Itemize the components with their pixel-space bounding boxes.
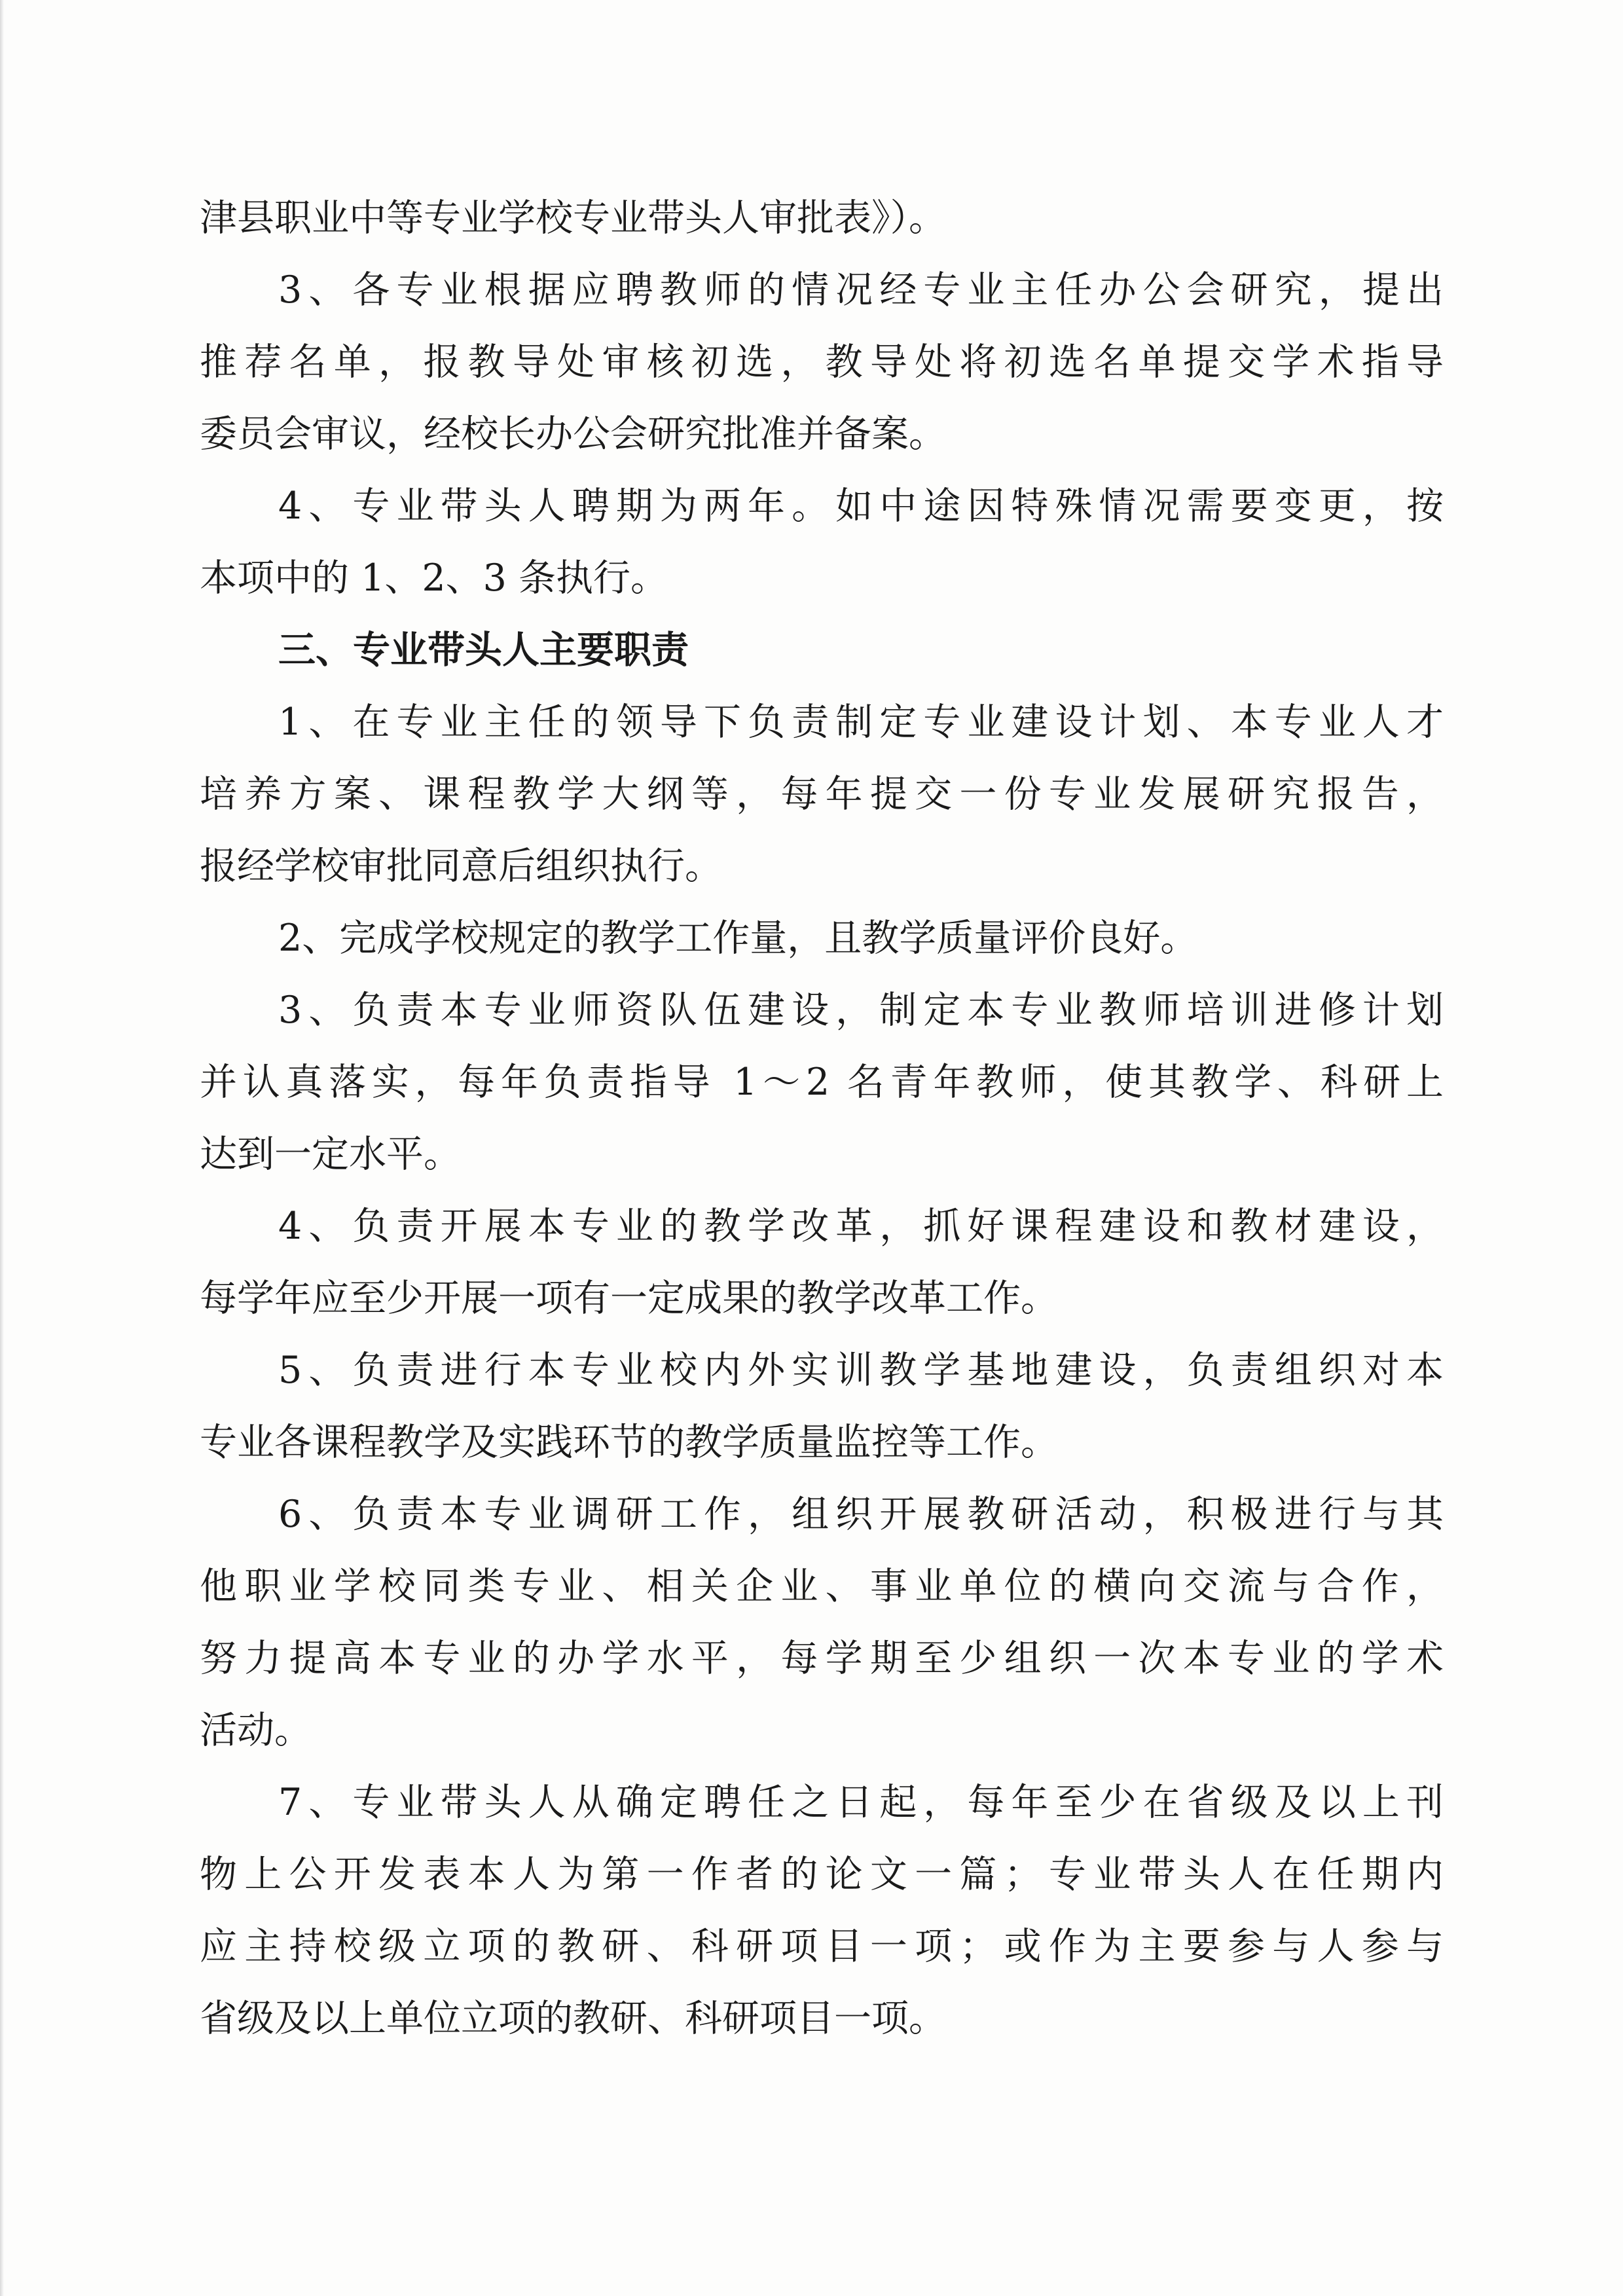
body-line: 2、完成学校规定的教学工作量，且教学质量评价良好。 xyxy=(278,917,1198,960)
body-line: 省级及以上单位立项的教研、科研项目一项。 xyxy=(200,1997,946,2040)
body-line: 物上公开发表本人为第一作者的论文一篇；专业带头人在任期内 xyxy=(200,1853,1444,1896)
body-line: 1、在专业主任的领导下负责制定专业建设计划、本专业人才 xyxy=(278,701,1444,744)
body-line: 3、各专业根据应聘教师的情况经专业主任办公会研究，提出 xyxy=(278,268,1444,312)
body-line: 他职业学校同类专业、相关企业、事业单位的横向交流与合作， xyxy=(200,1565,1444,1608)
body-line: 每学年应至少开展一项有一定成果的教学改革工作。 xyxy=(200,1277,1058,1320)
body-line: 并认真落实，每年负责指导 1～2 名青年教师，使其教学、科研上 xyxy=(200,1061,1444,1104)
body-line: 推荐名单，报教导处审核初选，教导处将初选名单提交学术指导 xyxy=(200,340,1444,384)
body-line: 3、负责本专业师资队伍建设，制定本专业教师培训进修计划 xyxy=(278,989,1444,1032)
scan-shadow-edge xyxy=(0,0,4,2296)
body-line: 应主持校级立项的教研、科研项目一项；或作为主要参与人参与 xyxy=(200,1925,1444,1968)
body-line: 7、专业带头人从确定聘任之日起，每年至少在省级及以上刊 xyxy=(278,1781,1444,1824)
body-line: 5、负责进行本专业校内外实训教学基地建设，负责组织对本 xyxy=(278,1349,1444,1392)
document-body xyxy=(200,182,1444,2054)
body-line: 4、专业带头人聘期为两年。如中途因特殊情况需要变更，按 xyxy=(278,484,1444,528)
body-line: 报经学校审批同意后组织执行。 xyxy=(200,845,722,888)
body-line: 6、负责本专业调研工作，组织开展教研活动，积极进行与其 xyxy=(278,1493,1444,1536)
body-line: 达到一定水平。 xyxy=(200,1133,461,1176)
body-line: 专业各课程教学及实践环节的教学质量监控等工作。 xyxy=(200,1421,1058,1464)
body-line: 4、负责开展本专业的教学改革，抓好课程建设和教材建设， xyxy=(278,1205,1444,1248)
body-line: 津县职业中等专业学校专业带头人审批表》）。 xyxy=(200,196,946,240)
body-line: 培养方案、课程教学大纲等，每年提交一份专业发展研究报告， xyxy=(200,773,1444,816)
section-heading: 三、专业带头人主要职责 xyxy=(278,628,689,672)
body-line: 努力提高本专业的办学水平，每学期至少组织一次本专业的学术 xyxy=(200,1637,1444,1680)
body-line: 委员会审议，经校长办公会研究批准并备案。 xyxy=(200,412,946,456)
body-line: 活动。 xyxy=(200,1709,312,1752)
body-line: 本项中的 1、2、3 条执行。 xyxy=(200,556,668,600)
